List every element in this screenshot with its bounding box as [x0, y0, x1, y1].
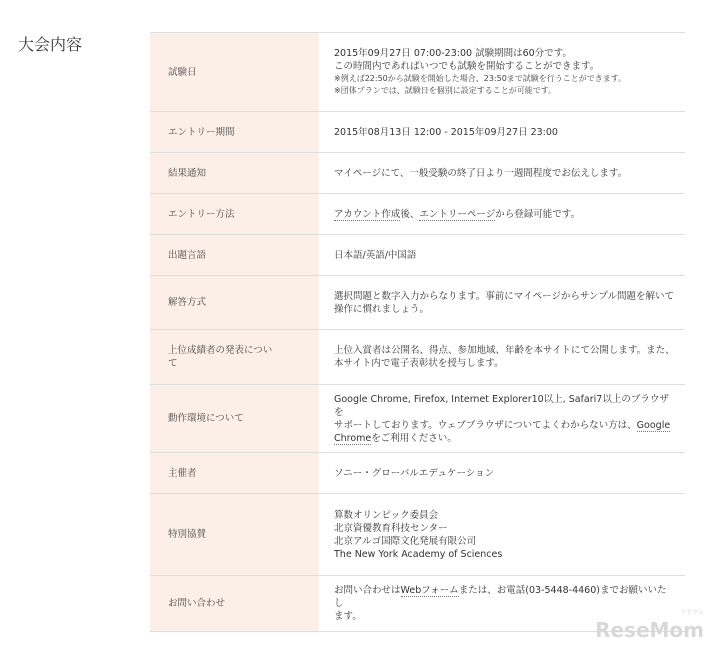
row-label: 主催者: [150, 453, 319, 494]
table-row-entry-period: [150, 112, 685, 153]
row-value: 2015年08月13日 12:00 - 2015年09月27日 23:00: [319, 112, 685, 153]
google-chrome-link[interactable]: Google: [636, 419, 671, 431]
table-row-top-results: [150, 330, 685, 385]
table-row-environment: [150, 385, 685, 453]
table-row-sponsors: [150, 494, 685, 576]
row-label: 解答方式: [150, 276, 319, 330]
web-form-link[interactable]: Webフォーム: [400, 585, 459, 596]
resemom-logo: ReseMom: [595, 618, 704, 642]
table-row-exam-date: [150, 33, 685, 112]
row-label: 出題言語: [150, 235, 319, 276]
row-label: お問い合わせ: [150, 576, 319, 632]
row-value: ソニー・グローバルエデュケーション: [319, 453, 685, 494]
row-value: アカウント作成後、エントリーページから登録可能です。: [319, 194, 685, 235]
row-value: 算数オリンピック委員会 北京資優教育科技センター 北京アルゴ国際文化発展有限公司 The New York Academy of Sciences: [319, 494, 685, 576]
section-title: 大会内容: [18, 35, 83, 54]
google-chrome-link-cont[interactable]: Chrome: [334, 432, 372, 444]
table-row-entry-method: [150, 194, 685, 235]
row-label: 動作環境について: [150, 385, 319, 453]
entry-page-link[interactable]: エントリーページ: [419, 208, 496, 220]
table-row-languages: [150, 235, 685, 276]
row-value: マイページにて、一般受験の終了日より一週間程度でお伝えします。: [319, 153, 685, 194]
row-label: 上位成績者の発表につい て: [150, 330, 319, 385]
account-creation-link[interactable]: アカウント作成: [334, 208, 401, 220]
row-value: 2015年09月27日 07:00-23:00 試験期間は60分です。 この時間内であればいつでも試験を開始することができます。 ※例えば22:50から試験を開始した場合、23:50まで試験を行うことができます。 ※団体プランでは、試験日を個別に設定することが可能です。: [319, 33, 685, 112]
table-row-result-notice: [150, 153, 685, 194]
row-value: 選択問題と数字入力からなります。事前にマイページからサンプル問題を解いて 操作に慣れましょう。: [319, 276, 685, 330]
row-label: 試験日: [150, 33, 319, 112]
note: ※団体プランでは、試験日を個別に設定することが可能です。: [334, 86, 557, 95]
row-value: 上位入賞者は公開名、得点、参加地域、年齢を本サイトにて公開します。また、 本サイト内で電子表彰状を授与します。: [319, 330, 685, 385]
table-row-organizer: [150, 453, 685, 494]
watermark-kana: リセマム: [680, 609, 704, 616]
row-label: エントリー方法: [150, 194, 319, 235]
row-label: 結果通知: [150, 153, 319, 194]
event-info-table: [150, 32, 685, 632]
row-label: エントリー期間: [150, 112, 319, 153]
note: ※例えば22:50から試験を開始した場合、23:50まで試験を行うことができます。: [334, 74, 627, 83]
row-value: Google Chrome, Firefox, Internet Explorer10以上, Safari7以上のブラウザを サポートしております。ウェブブラウザについてよくわからない方は、Google Chromeをご利用ください。: [319, 385, 685, 453]
row-label: 特別協賛: [150, 494, 319, 576]
row-value: 日本語/英語/中国語: [319, 235, 685, 276]
table-row-answer-format: [150, 276, 685, 330]
row-value: お問い合わせはWebフォームまたは、お電話(03-5448-4460)までお願いいたし ます。: [319, 576, 685, 632]
